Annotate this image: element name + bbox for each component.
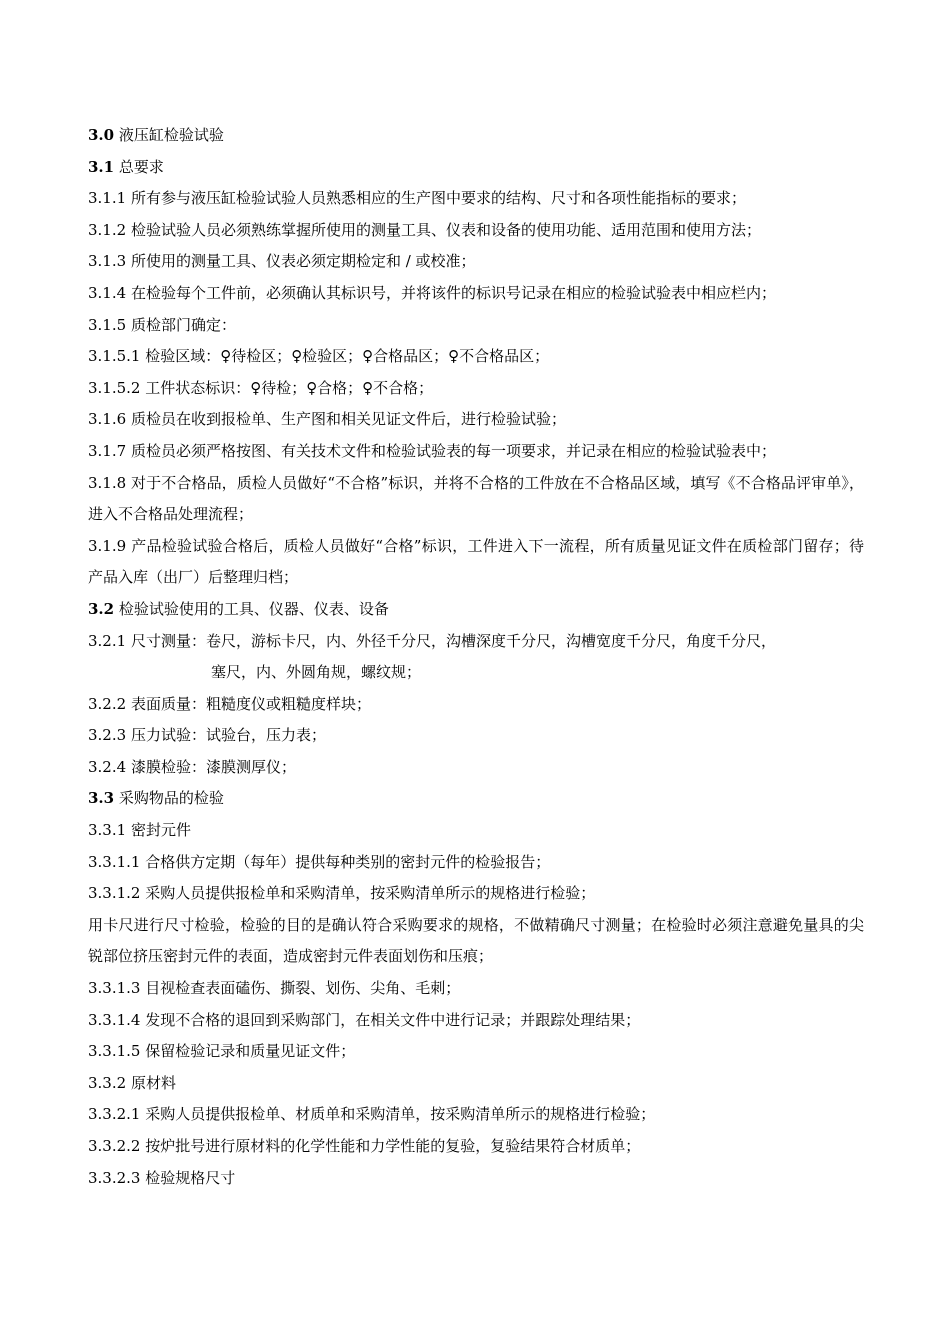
clause-text: 检验规格尺寸 (140, 1168, 236, 1187)
paragraph-line (88, 720, 864, 752)
clause-text: 质检部门确定： (126, 315, 236, 334)
clause-number: 3.1.5.2 (88, 378, 141, 397)
clause-number: 3.3 (88, 789, 115, 808)
paragraph-line (88, 436, 864, 468)
clause-number: 3.3.1 (88, 821, 127, 840)
section-heading (88, 152, 864, 184)
clause-text: 工件状态标识：♀待检；♀合格；♀不合格； (140, 378, 434, 397)
clause-number: 3.2.4 (88, 757, 127, 776)
clause-number: 3.2.1 (88, 631, 127, 650)
clause-number: 3.3.1.5 (88, 1042, 141, 1061)
paragraph-line (88, 310, 864, 342)
clause-text: 液压缸检验试验 (114, 126, 224, 144)
clause-number: 3.2.3 (88, 726, 127, 745)
paragraph-line (88, 689, 864, 721)
clause-number: 3.3.1.2 (88, 884, 141, 903)
clause-number: 3.1.6 (88, 410, 127, 429)
section-heading (88, 120, 864, 152)
clause-number: 3.3.2.3 (88, 1168, 141, 1187)
paragraph-line (88, 657, 864, 689)
clause-text: 质检员必须严格按图、有关技术文件和检验试验表的每一项要求，并记录在相应的检验试验表中； (126, 441, 776, 460)
clause-text: 产品检验试验合格后，质检人员做好“合格”标识，工件进入下一流程，所有质量见证文件在质检部门留存；待产品入库（出厂）后整理归档； (88, 536, 864, 587)
paragraph-line (88, 531, 864, 594)
section-heading (88, 594, 864, 626)
paragraph-line (88, 404, 864, 436)
clause-text: 塞尺，内、外圆角规，螺纹规； (211, 663, 422, 682)
paragraph-line (88, 1036, 864, 1068)
clause-text: 用卡尺进行尺寸检验，检验的目的是确认符合采购要求的规格，不做精确尺寸测量；在检验时必须注意避免量具的尖锐部位挤压密封元件的表面，造成密封元件表面划伤和压痕； (88, 915, 864, 966)
clause-number: 3.1.4 (88, 283, 127, 302)
clause-text: 质检员在收到报检单、生产图和相关见证文件后，进行检验试验； (126, 410, 566, 429)
clause-text: 表面质量：粗糙度仪或粗糙度样块； (126, 694, 371, 713)
paragraph-line (88, 1099, 864, 1131)
clause-text: 按炉批号进行原材料的化学性能和力学性能的复验，复验结果符合材质单； (140, 1137, 641, 1155)
paragraph-line (88, 215, 864, 247)
paragraph-line (88, 468, 864, 531)
paragraph-line (88, 1005, 864, 1037)
paragraph-line (88, 1068, 864, 1100)
clause-number: 3.2.2 (88, 694, 127, 713)
paragraph-line (88, 815, 864, 847)
clause-number: 3.1.1 (88, 189, 127, 208)
paragraph-line (88, 1163, 864, 1195)
paragraph-line (88, 373, 864, 405)
paragraph-line (88, 1131, 864, 1163)
clause-text: 采购人员提供报检单和采购清单，按采购清单所示的规格进行检验； (140, 884, 596, 903)
paragraph-line (88, 847, 864, 879)
paragraph-line (88, 752, 864, 784)
clause-number: 3.1.2 (88, 220, 127, 239)
clause-text: 尺寸测量：卷尺，游标卡尺，内、外径千分尺，沟槽深度千分尺，沟槽宽度千分尺，角度千分尺， (126, 631, 776, 650)
clause-number: 3.1.8 (88, 473, 127, 492)
clause-text: 采购物品的检验 (114, 789, 224, 808)
clause-number: 3.3.1.4 (88, 1010, 141, 1029)
clause-number: 3.3.2 (88, 1073, 127, 1092)
clause-text: 保留检验记录和质量见证文件； (140, 1042, 356, 1061)
clause-number: 3.3.2.1 (88, 1105, 141, 1124)
clause-text: 原材料 (126, 1073, 176, 1092)
clause-text: 所使用的测量工具、仪表必须定期检定和 / 或校准； (126, 252, 476, 271)
clause-number: 3.1.5 (88, 315, 127, 334)
clause-number: 3.2 (88, 599, 115, 618)
clause-number: 3.3.2.2 (88, 1137, 141, 1155)
clause-text: 漆膜检验：漆膜测厚仪； (126, 757, 296, 776)
clause-number: 3.1.9 (88, 536, 127, 555)
clause-text: 检验试验人员必须熟练掌握所使用的测量工具、仪表和设备的使用功能、适用范围和使用方法； (126, 220, 761, 239)
paragraph-line (88, 626, 864, 658)
paragraph-line (88, 910, 864, 973)
paragraph-line (88, 973, 864, 1005)
clause-number: 3.3.1.3 (88, 979, 141, 998)
clause-text: 在检验每个工件前，必须确认其标识号，并将该件的标识号记录在相应的检验试验表中相应栏内； (126, 283, 776, 302)
document-body (88, 120, 864, 1194)
clause-number: 3.1 (88, 157, 115, 176)
clause-number: 3.3.1.1 (88, 852, 141, 871)
clause-text: 检验区域：♀待检区；♀检验区；♀合格品区；♀不合格品区； (140, 347, 550, 366)
paragraph-line (88, 278, 864, 310)
clause-text: 密封元件 (126, 821, 191, 840)
clause-text: 采购人员提供报检单、材质单和采购清单，按采购清单所示的规格进行检验； (140, 1105, 656, 1124)
clause-text: 检验试验使用的工具、仪器、仪表、设备 (114, 599, 389, 618)
clause-text: 对于不合格品，质检人员做好“不合格”标识，并将不合格的工件放在不合格品区域，填写《不合格品评审单》，进入不合格品处理流程； (88, 473, 864, 524)
clause-number: 3.1.5.1 (88, 347, 141, 366)
clause-text: 发现不合格的退回到采购部门，在相关文件中进行记录；并跟踪处理结果； (140, 1010, 641, 1029)
section-heading (88, 783, 864, 815)
paragraph-line (88, 341, 864, 373)
clause-text: 合格供方定期（每年）提供每种类别的密封元件的检验报告； (140, 852, 551, 871)
paragraph-line (88, 183, 864, 215)
paragraph-line (88, 246, 864, 278)
paragraph-line (88, 878, 864, 910)
clause-text: 所有参与液压缸检验试验人员熟悉相应的生产图中要求的结构、尺寸和各项性能指标的要求； (126, 189, 746, 208)
clause-text: 压力试验：试验台，压力表； (126, 726, 326, 745)
clause-number: 3.1.3 (88, 252, 127, 271)
clause-text: 目视检查表面磕伤、撕裂、划伤、尖角、毛刺； (140, 979, 461, 998)
clause-number: 3.1.7 (88, 441, 127, 460)
clause-number: 3.0 (88, 126, 115, 144)
clause-text: 总要求 (114, 157, 164, 176)
